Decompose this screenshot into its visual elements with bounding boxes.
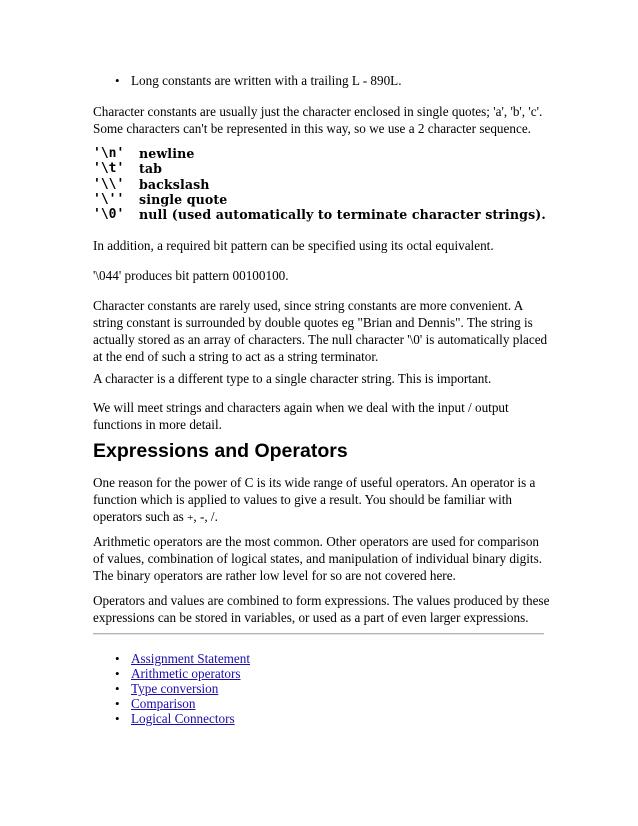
- section-heading: Expressions and Operators: [93, 440, 348, 462]
- char-constants-paragraph: Character constants are usually just the character enclosed in single quotes; 'a', 'b', 'c'. Some characters can't be represented in this way, so we use a 2 character sequence.: [93, 104, 543, 136]
- escape-sequence-table: [93, 146, 546, 222]
- list-item: [93, 651, 250, 666]
- arithmetic-paragraph: Arithmetic operators are the most common. Other operators are used for comparison of values, combination of logical states, and manipulation of individual binary digits. The binary operators are rather low level for so are not covered here.: [93, 534, 543, 583]
- power-paragraph: [93, 474, 553, 527]
- different-type-paragraph: A character is a different type to a single character string. This is important.: [93, 371, 492, 386]
- list-item: [93, 681, 250, 696]
- escape-code: '\n': [93, 146, 125, 161]
- escape-row: [93, 192, 546, 207]
- escape-code: '\\': [93, 176, 125, 192]
- long-constants-list: [93, 73, 402, 88]
- escape-row: [93, 177, 546, 192]
- escape-description: backslash: [139, 176, 210, 192]
- escape-description: null (used automatically to terminate character strings).: [139, 207, 546, 223]
- power-text: One reason for the power of C is its wide range of useful operators. An operator is a function which is applied to values to give a result. You should be familiar with operators such as: [93, 475, 536, 524]
- link-logical-connectors[interactable]: Logical Connectors: [131, 711, 235, 726]
- escape-description: newline: [139, 146, 195, 161]
- octal-example-paragraph: '\044' produces bit pattern 00100100.: [93, 268, 289, 283]
- expressions-paragraph: Operators and values are combined to form expressions. The values produced by these expressions can be stored in variables, or used as a part of even larger expressions.: [93, 593, 550, 625]
- list-item: [93, 711, 250, 726]
- long-constants-text: Long constants are written with a trailing L - 890L.: [131, 73, 402, 88]
- escape-code: '\'': [93, 191, 125, 207]
- link-assignment-statement[interactable]: Assignment Statement: [131, 651, 251, 666]
- link-type-conversion[interactable]: Type conversion: [131, 681, 219, 696]
- horizontal-rule: [93, 633, 544, 635]
- escape-description: tab: [139, 161, 163, 177]
- plus-operator: +: [187, 512, 194, 524]
- octal-paragraph: In addition, a required bit pattern can be specified using its octal equivalent.: [93, 238, 494, 253]
- escape-code: '\0': [93, 207, 125, 223]
- link-comparison[interactable]: Comparison: [131, 696, 196, 711]
- link-arithmetic-operators[interactable]: Arithmetic operators: [131, 666, 241, 681]
- rarely-used-paragraph: Character constants are rarely used, since string constants are more convenient. A string constant is surrounded by double quotes eg "Brian and Dennis". The string is actually stored as an array of characters. The null character '\0' is automatically placed at the end of such a string to act as a string terminator.: [93, 298, 548, 364]
- escape-code: '\t': [93, 161, 125, 177]
- escape-row: [93, 207, 546, 222]
- escape-row: [93, 146, 546, 161]
- list-item: [93, 696, 250, 711]
- other-operators: , -, /.: [193, 509, 218, 524]
- list-item: [93, 666, 250, 681]
- topic-links-list: [93, 651, 250, 726]
- list-item: [93, 73, 402, 88]
- escape-description: single quote: [139, 191, 228, 207]
- escape-row: [93, 161, 546, 176]
- meet-again-paragraph: We will meet strings and characters again when we deal with the input / output functions in more detail.: [93, 400, 509, 432]
